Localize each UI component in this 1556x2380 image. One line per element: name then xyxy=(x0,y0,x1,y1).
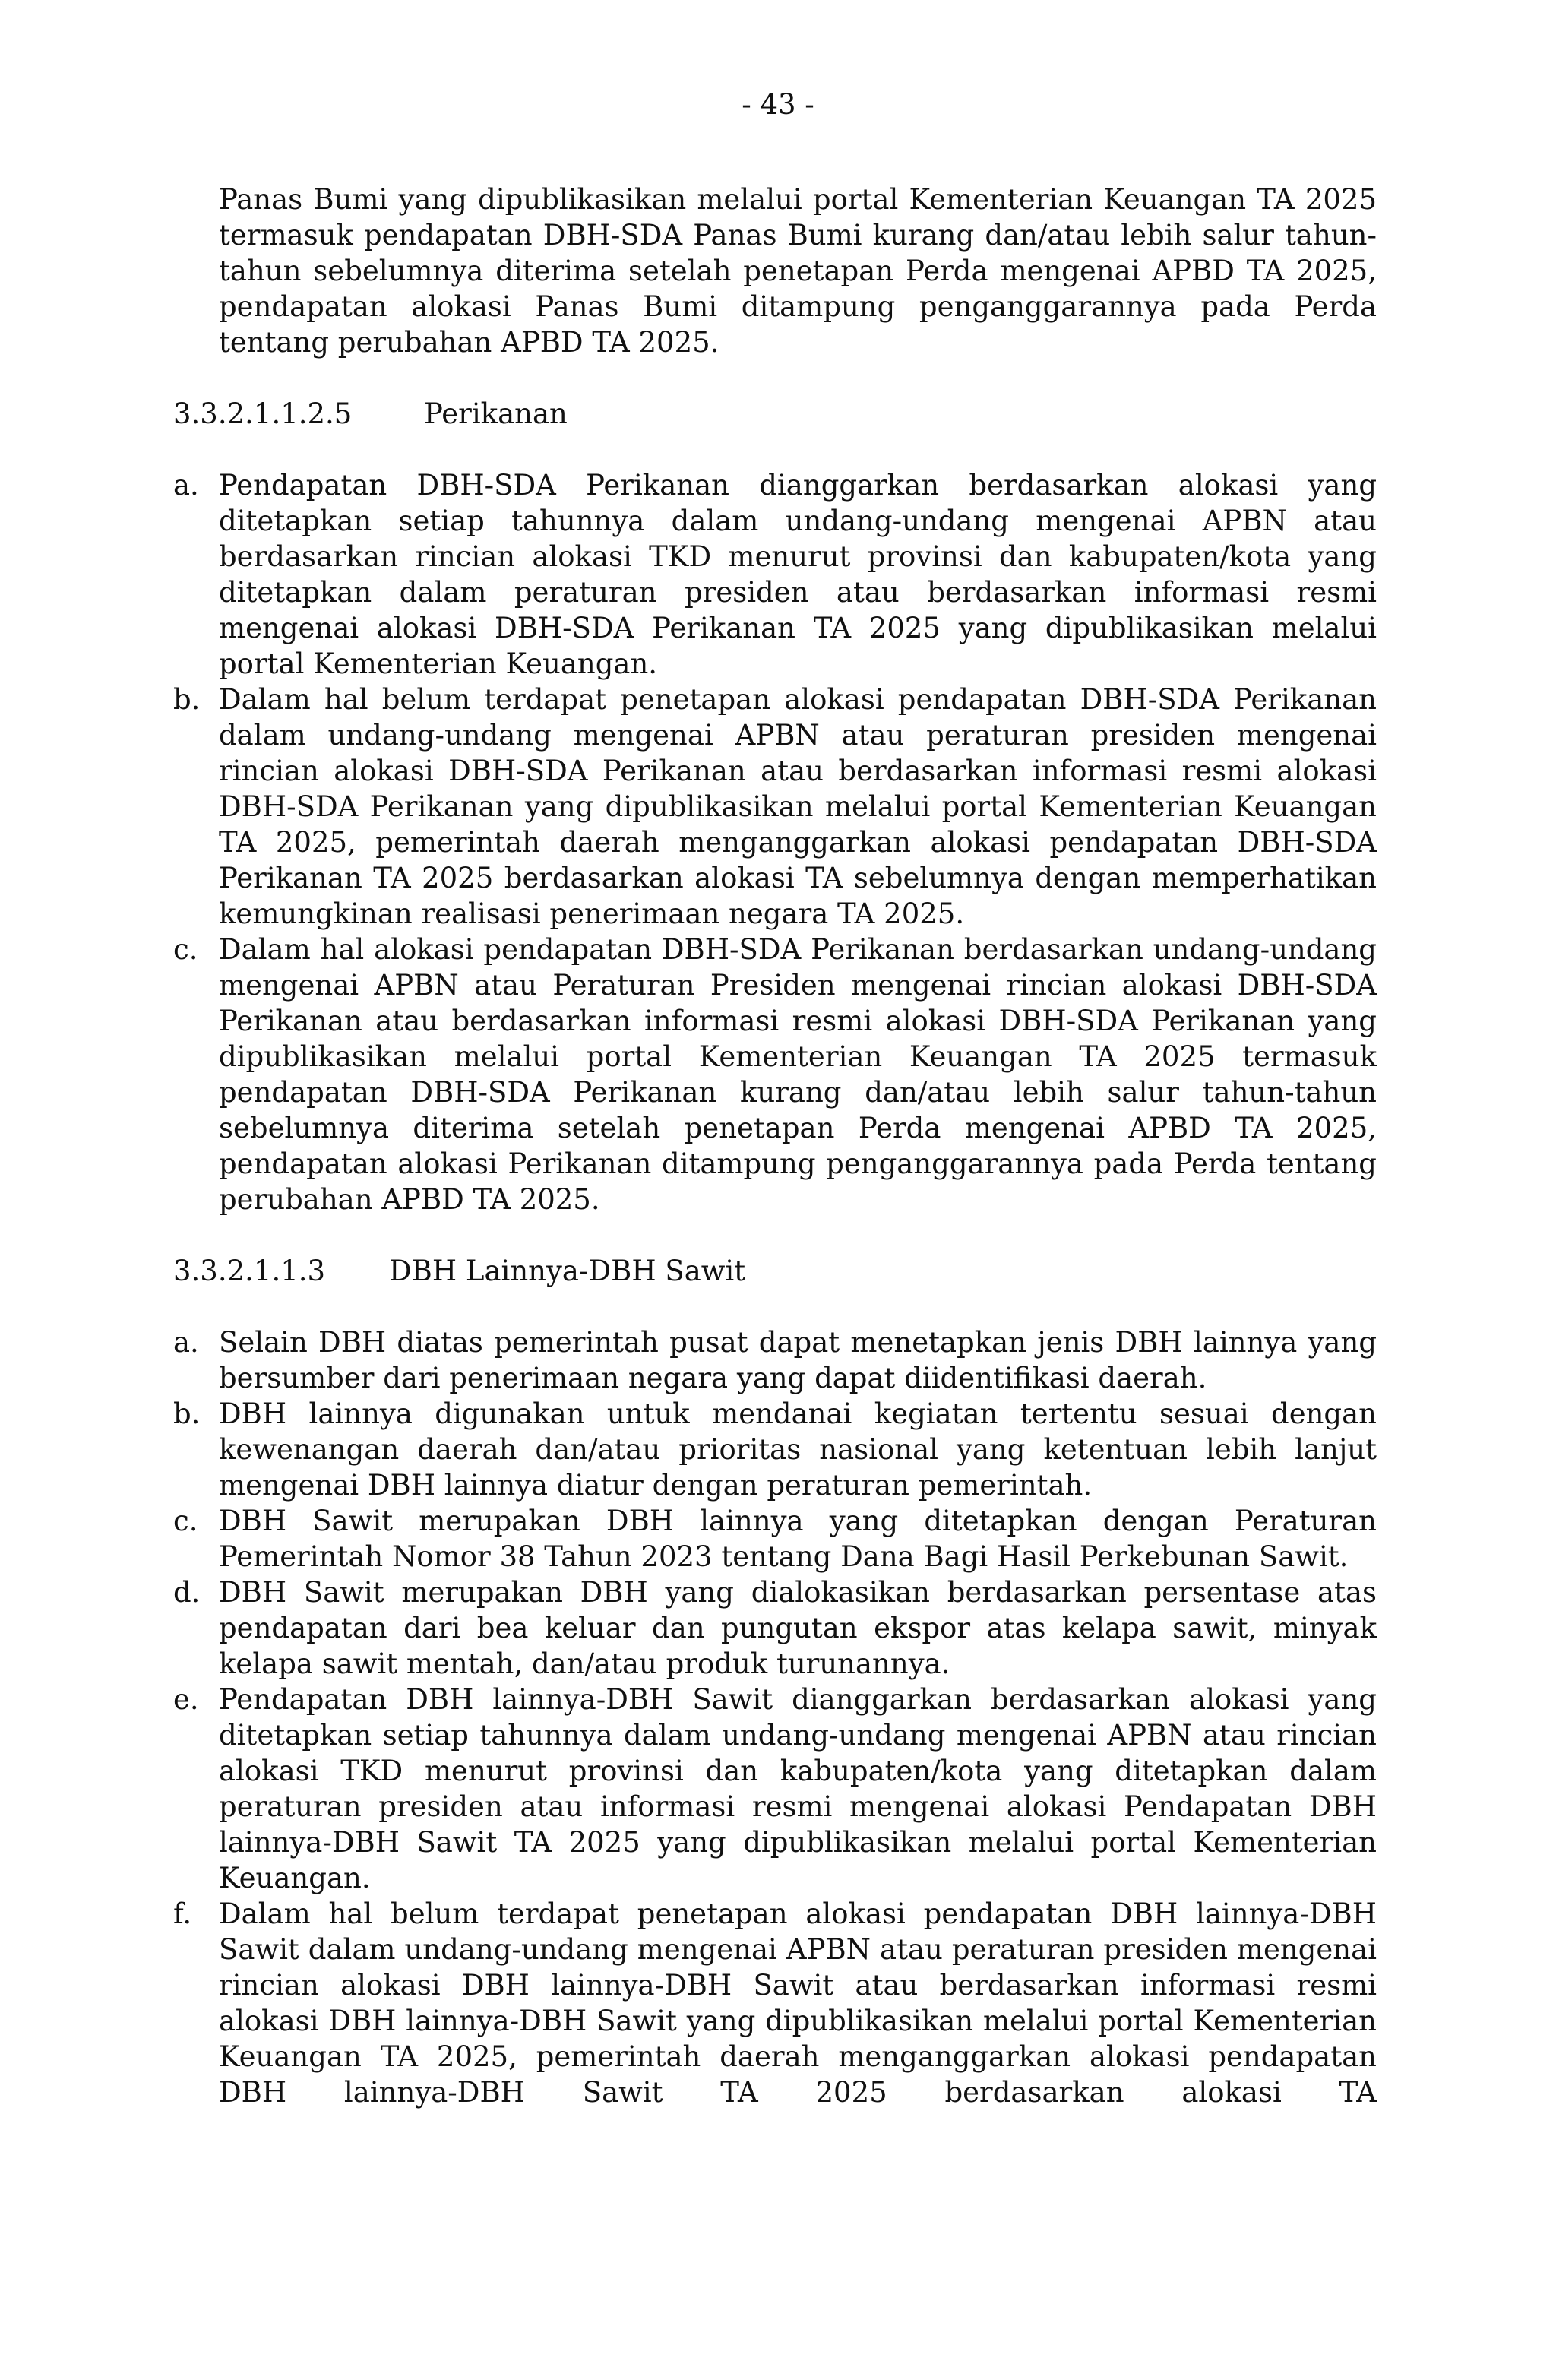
page-number: - 43 - xyxy=(742,88,814,121)
section-title: Perikanan xyxy=(424,397,568,430)
list-marker: e. xyxy=(173,1683,199,1716)
list-item-text: DBH lainnya digunakan untuk mendanai kegiatan tertentu sesuai dengan kewenangan daerah dan/atau prioritas nasional yang ketentuan lebih lanjut mengenai DBH lainnya diatur dengan peraturan pemerintah. xyxy=(219,1397,1377,1502)
list-item-text: DBH Sawit merupakan DBH yang dialokasikan berdasarkan persentase atas pendapatan dari bea keluar dan pungutan ekspor atas kelapa sawit, minyak kelapa sawit mentah, dan/atau produk turunannya. xyxy=(219,1576,1377,1680)
page-content xyxy=(173,182,1377,2110)
list-item xyxy=(173,1896,1377,2110)
list-item-text: Dalam hal belum terdapat penetapan alokasi pendapatan DBH-SDA Perikanan dalam undang-undang mengenai APBN atau peraturan presiden mengenai rincian alokasi DBH-SDA Perikanan atau berdasarkan informasi resmi alokasi DBH-SDA Perikanan yang dipublikasikan melalui portal Kementerian Keuangan TA 2025, pemerintah daerah menganggarkan alokasi pendapatan DBH-SDA Perikanan TA 2025 berdasarkan alokasi TA sebelumnya dengan memperhatikan kemungkinan realisasi penerimaan negara TA 2025. xyxy=(219,683,1377,930)
section-heading-perikanan xyxy=(173,396,1377,432)
list-marker: a. xyxy=(173,1326,199,1359)
list-item xyxy=(173,1682,1377,1896)
list-item xyxy=(173,1575,1377,1682)
section-number: 3.3.2.1.1.2.5 xyxy=(173,397,353,430)
list-item xyxy=(173,467,1377,682)
list-marker: b. xyxy=(173,1397,201,1430)
list-item-text: Selain DBH diatas pemerintah pusat dapat menetapkan jenis DBH lainnya yang bersumber dari penerimaan negara yang dapat diidentifikasi daerah. xyxy=(219,1326,1377,1394)
list-item xyxy=(173,932,1377,1217)
list-marker: a. xyxy=(173,469,199,502)
list-item xyxy=(173,1325,1377,1396)
list-marker: b. xyxy=(173,683,201,716)
list-marker: d. xyxy=(173,1576,201,1609)
list-marker: c. xyxy=(173,933,198,966)
perikanan-list xyxy=(173,467,1377,1217)
list-item xyxy=(173,1396,1377,1503)
sawit-list xyxy=(173,1325,1377,2110)
section-number: 3.3.2.1.1.3 xyxy=(173,1255,326,1287)
list-marker: c. xyxy=(173,1505,198,1537)
list-item-text: Pendapatan DBH lainnya-DBH Sawit dianggarkan berdasarkan alokasi yang ditetapkan setiap tahunnya dalam undang-undang mengenai APBN atau rincian alokasi TKD menurut provinsi dan kabupaten/kota yang ditetapkan dalam peraturan presiden atau informasi resmi mengenai alokasi Pendapatan DBH lainnya-DBH Sawit TA 2025 yang dipublikasikan melalui portal Kementerian Keuangan. xyxy=(219,1683,1377,1894)
list-item-text: Pendapatan DBH-SDA Perikanan dianggarkan berdasarkan alokasi yang ditetapkan setiap tahunnya dalam undang-undang mengenai APBN atau berdasarkan rincian alokasi TKD menurut provinsi dan kabupaten/kota yang ditetapkan dalam peraturan presiden atau berdasarkan informasi resmi mengenai alokasi DBH-SDA Perikanan TA 2025 yang dipublikasikan melalui portal Kementerian Keuangan. xyxy=(219,469,1377,680)
list-marker: f. xyxy=(173,1897,192,1930)
list-item-text: Dalam hal alokasi pendapatan DBH-SDA Perikanan berdasarkan undang-undang mengenai APBN atau Peraturan Presiden mengenai rincian alokasi DBH-SDA Perikanan atau berdasarkan informasi resmi alokasi DBH-SDA Perikanan yang dipublikasikan melalui portal Kementerian Keuangan TA 2025 termasuk pendapatan DBH-SDA Perikanan kurang dan/atau lebih salur tahun-tahun sebelumnya diterima setelah penetapan Perda mengenai APBD TA 2025, pendapatan alokasi Perikanan ditampung penganggarannya pada Perda tentang perubahan APBD TA 2025. xyxy=(219,933,1377,1216)
list-item xyxy=(173,682,1377,932)
section-title: DBH Lainnya-DBH Sawit xyxy=(389,1255,746,1287)
section-heading-sawit xyxy=(173,1253,1377,1289)
list-item-text: Dalam hal belum terdapat penetapan alokasi pendapatan DBH lainnya-DBH Sawit dalam undang-undang mengenai APBN atau peraturan presiden mengenai rincian alokasi DBH lainnya-DBH Sawit atau berdasarkan informasi resmi alokasi DBH lainnya-DBH Sawit yang dipublikasikan melalui portal Kementerian Keuangan TA 2025, pemerintah daerah menganggarkan alokasi pendapatan DBH lainnya-DBH Sawit TA 2025 berdasarkan alokasi TA xyxy=(219,1897,1377,2109)
list-item-text: DBH Sawit merupakan DBH lainnya yang ditetapkan dengan Peraturan Pemerintah Nomor 38 Tahun 2023 tentang Dana Bagi Hasil Perkebunan Sawit. xyxy=(219,1505,1377,1573)
intro-paragraph: Panas Bumi yang dipublikasikan melalui portal Kementerian Keuangan TA 2025 termasuk pendapatan DBH-SDA Panas Bumi kurang dan/atau lebih salur tahun-tahun sebelumnya diterima setelah penetapan Perda mengenai APBD TA 2025, pendapatan alokasi Panas Bumi ditampung penganggarannya pada Perda tentang perubahan APBD TA 2025. xyxy=(219,183,1377,359)
list-item xyxy=(173,1503,1377,1575)
